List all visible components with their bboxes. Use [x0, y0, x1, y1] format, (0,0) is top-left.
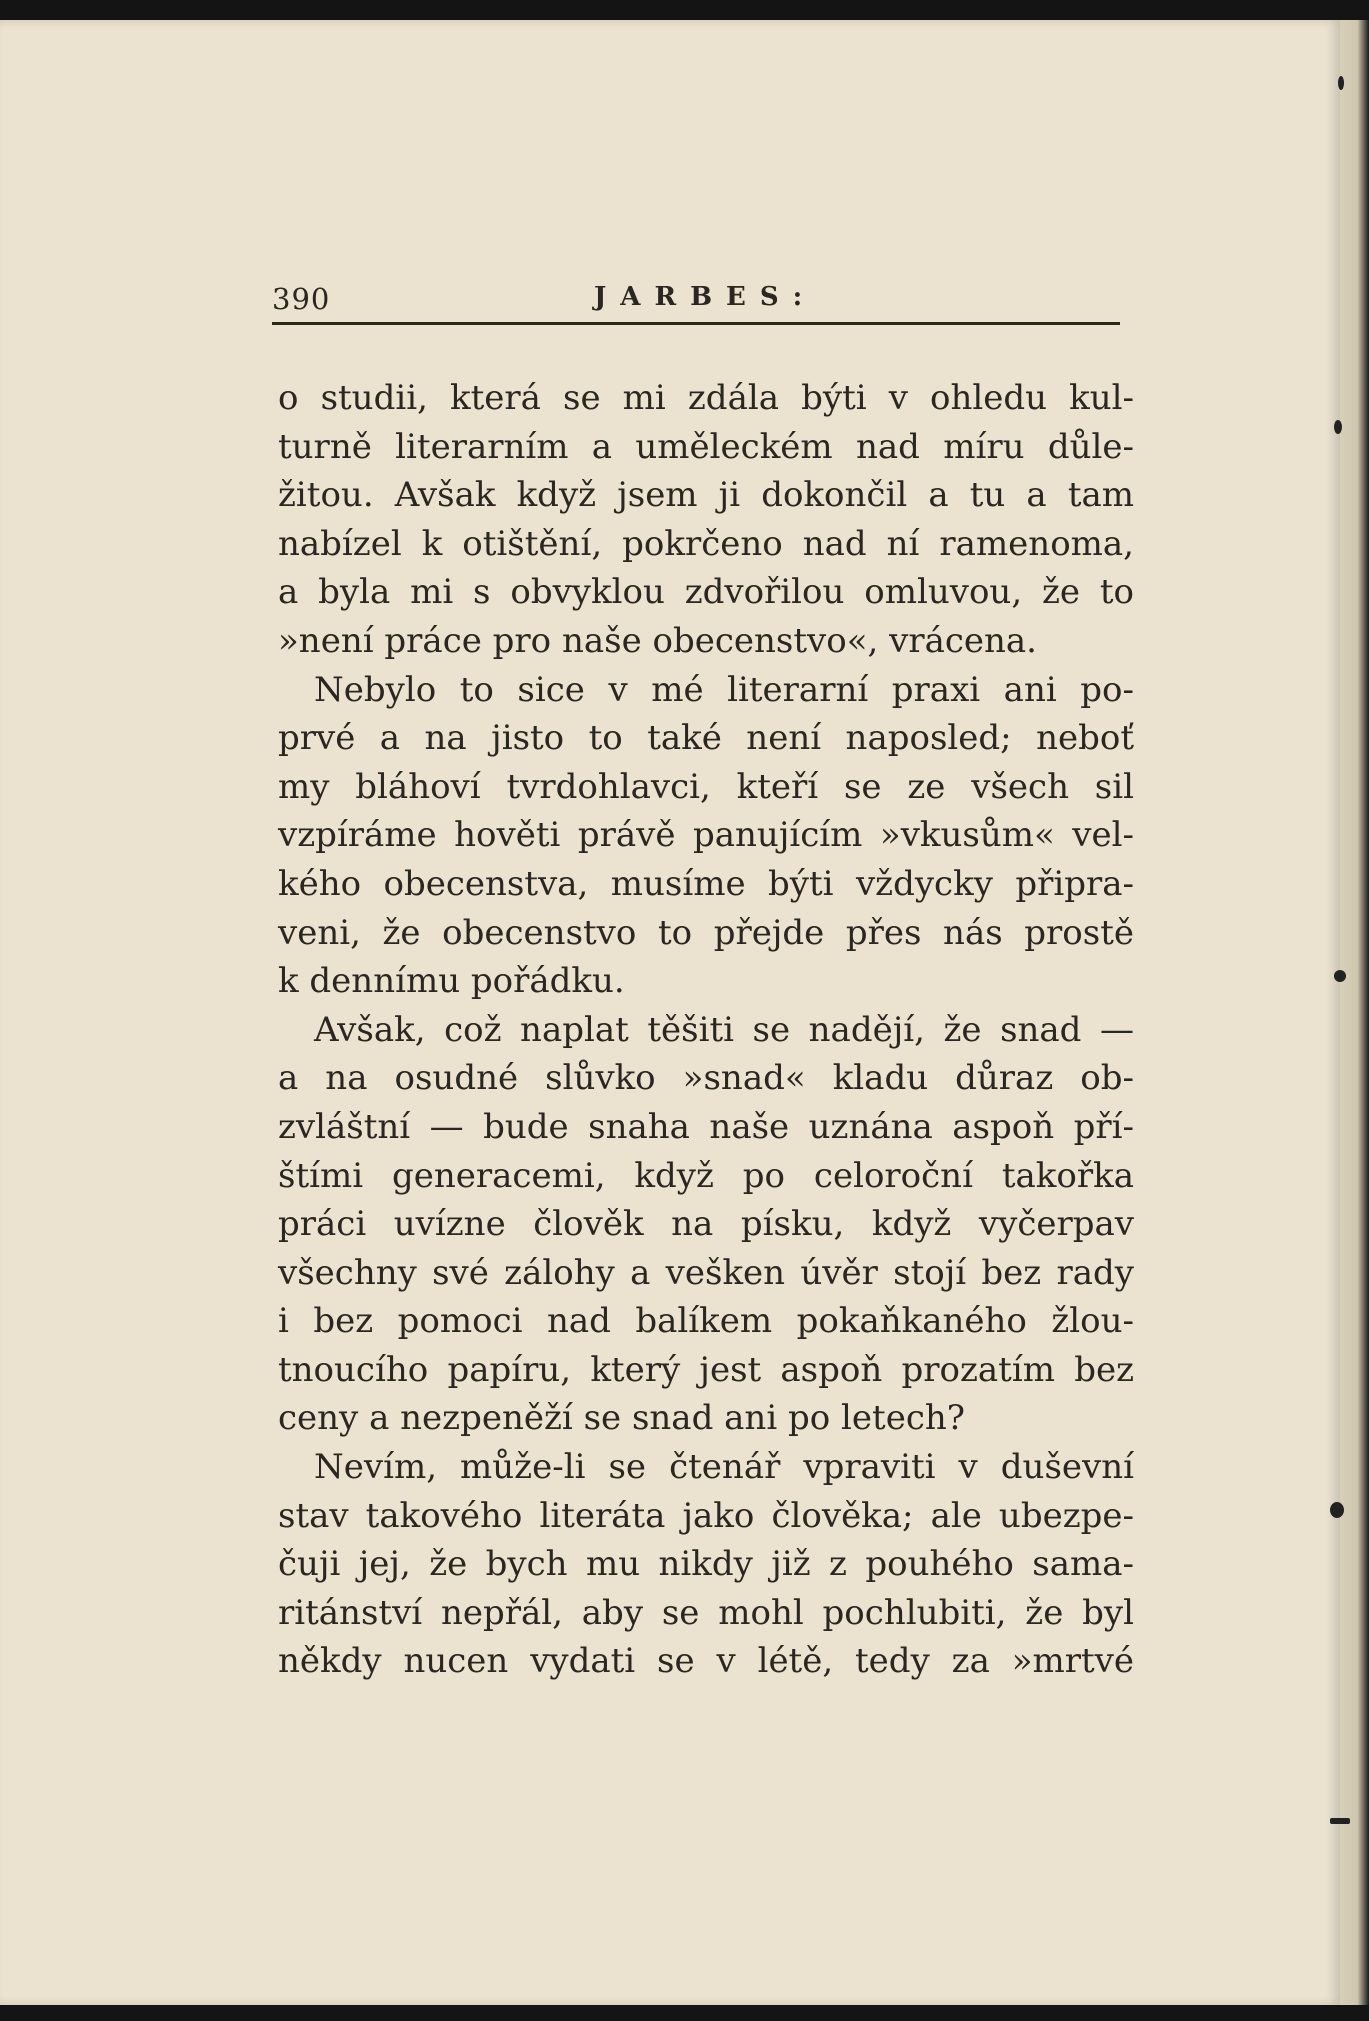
text-line: vzpíráme hověti právě panujícím »vkusům« vel- [278, 815, 1134, 856]
edge-mark [1334, 420, 1342, 434]
text-line: zvláštní — bude snaha naše uznána aspoň pří- [278, 1106, 1134, 1147]
text-line: a byla mi s obvyklou zdvořilou omluvou, že to [278, 572, 1134, 613]
text-line: Nevím, může-li se čtenář vpraviti v duševní [314, 1447, 1134, 1488]
text-line: Avšak, což naplat těšiti se nadějí, že snad — [314, 1009, 1134, 1050]
text-line: nabízel k otištění, pokrčeno nad ní ramenoma, [278, 523, 1134, 564]
text-line: někdy nucen vydati se v létě, tedy za »mrtvé [278, 1641, 1134, 1682]
text-line: o studii, která se mi zdála býti v ohledu kul- [278, 378, 1134, 418]
text-line: ritánství nepřál, aby se mohl pochlubiti, že byl [278, 1592, 1134, 1633]
text-line: stav takového literáta jako člověka; ale ubezpe- [278, 1495, 1134, 1536]
text-line: »není práce pro naše obecenstvo«, vrácena. [278, 620, 1037, 661]
edge-mark [1330, 1818, 1350, 1824]
page-number: 390 [272, 282, 331, 316]
text-line: štími generacemi, když po celoroční takořka [278, 1155, 1134, 1196]
text-line: tnoucího papíru, který jest aspoň prozatím bez [278, 1349, 1134, 1390]
text-line: kého obecenstva, musíme býti vždycky připra- [278, 863, 1134, 904]
paragraph [278, 374, 1134, 666]
running-head: JARBES: [594, 282, 817, 312]
paragraph [278, 666, 1134, 1006]
text-line: prvé a na jisto to také není naposled; neboť [278, 718, 1134, 759]
header-rule [272, 322, 1120, 325]
text-line: my bláhoví tvrdohlavci, kteří se ze všech sil [278, 766, 1134, 807]
text-line: a na osudné slůvko »snad« kladu důraz ob- [278, 1058, 1134, 1099]
page-edge [1340, 20, 1369, 2005]
edge-mark [1338, 76, 1344, 90]
text-line: turně literarním a uměleckém nad míru důle- [278, 426, 1134, 467]
body-text [278, 374, 1134, 1686]
text-line: Nebylo to sice v mé literarní praxi ani po- [314, 669, 1134, 710]
text-line: žitou. Avšak když jsem ji dokončil a tu a tam [278, 475, 1134, 516]
edge-mark [1330, 1502, 1344, 1518]
page-header [272, 282, 1120, 322]
text-line: i bez pomoci nad balíkem pokaňkaného žlou- [278, 1301, 1134, 1342]
edge-mark [1334, 970, 1346, 982]
text-line: práci uvízne člověk na písku, když vyčerpav [278, 1204, 1134, 1245]
text-line: k dennímu pořádku. [278, 961, 625, 1002]
text-line: veni, že obecenstvo to přejde přes nás prostě [278, 912, 1134, 953]
text-line: všechny své zálohy a vešken úvěr stojí bez rady [278, 1252, 1134, 1293]
text-line: ceny a nezpeněží se snad ani po letech? [278, 1398, 965, 1439]
text-line: čuji jej, že bych mu nikdy již z pouhého sama- [278, 1544, 1134, 1585]
paragraph [278, 1006, 1134, 1443]
paragraph [278, 1443, 1134, 1686]
